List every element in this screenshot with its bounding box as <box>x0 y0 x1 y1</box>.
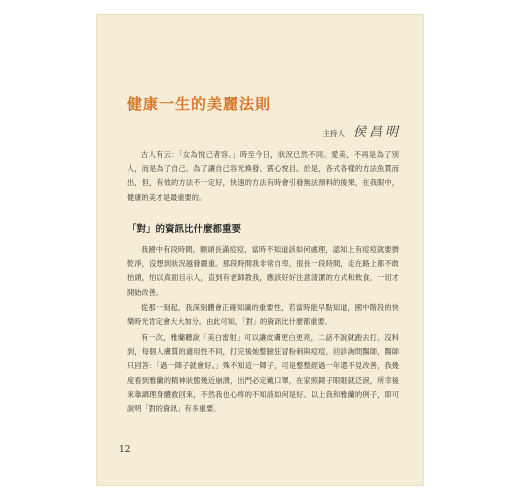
book-page <box>96 14 424 486</box>
author-byline <box>322 121 401 140</box>
body-paragraph-1: 我國中有段時間，額頭長滿痘痘，當時不知道該如何處理，認知上有痘痘就要擠乾淨，沒想到狀況越發嚴重。那段時間我非常自卑，很長一段時間，走在路上都不敢抬頭，怕以真面目示人，直到有老師教我，應該好好注意清潔的方式和飲食，一切才開始改善。 <box>127 245 399 297</box>
chapter-title: 健康一生的美麗法則 <box>127 95 272 113</box>
section-heading: 「對」的資訊比什麼都重要 <box>127 224 242 235</box>
author-signature: 侯昌明 <box>352 125 401 140</box>
body-paragraph-2: 從那一刻起，我深刻體會正確知識的重要性，若當時能早點知道，國中階段的快樂時光肯定會大大加分。由此可知，「對」的資訊比什麼都重要。 <box>127 303 399 327</box>
page-number: 12 <box>119 445 131 455</box>
author-label: 主持人 <box>322 129 345 138</box>
intro-paragraph: 古人有云：「女為悅己者容。」時至今日，狀況已然不同。愛美，不再是為了別人，而是為了自己，為了讓自己容光煥發、賞心悅目。於是，各式各樣的方法魚貫而出，但，有效的方法不一定好，快速的方法有時會引發無法預料的後果，在我眼中，健康的美才是最重要的。 <box>127 150 399 202</box>
body-paragraph-3: 有一次，雅蘭聽說「美白雷射」可以讓皮膚更白更亮，二話不說就跑去打。沒料到，每個人膚質的適用性不同，打完後她整臉狂冒粉刺與痘痘，回診詢問醫師，醫師只回答：「過一陣子就會好。」殊不知這一陣子，可是整整經過一年還不見改善，我幾度看到雅蘭的精神狀態幾近崩潰，出門必定戴口罩，在家照鏡子眼眶就泛淚，所幸後來靠調理身體救回來，不然我也心疼的不知該如何是好。以上我和雅蘭的例子，即可說明「對的資訊」有多重要。 <box>127 333 399 414</box>
